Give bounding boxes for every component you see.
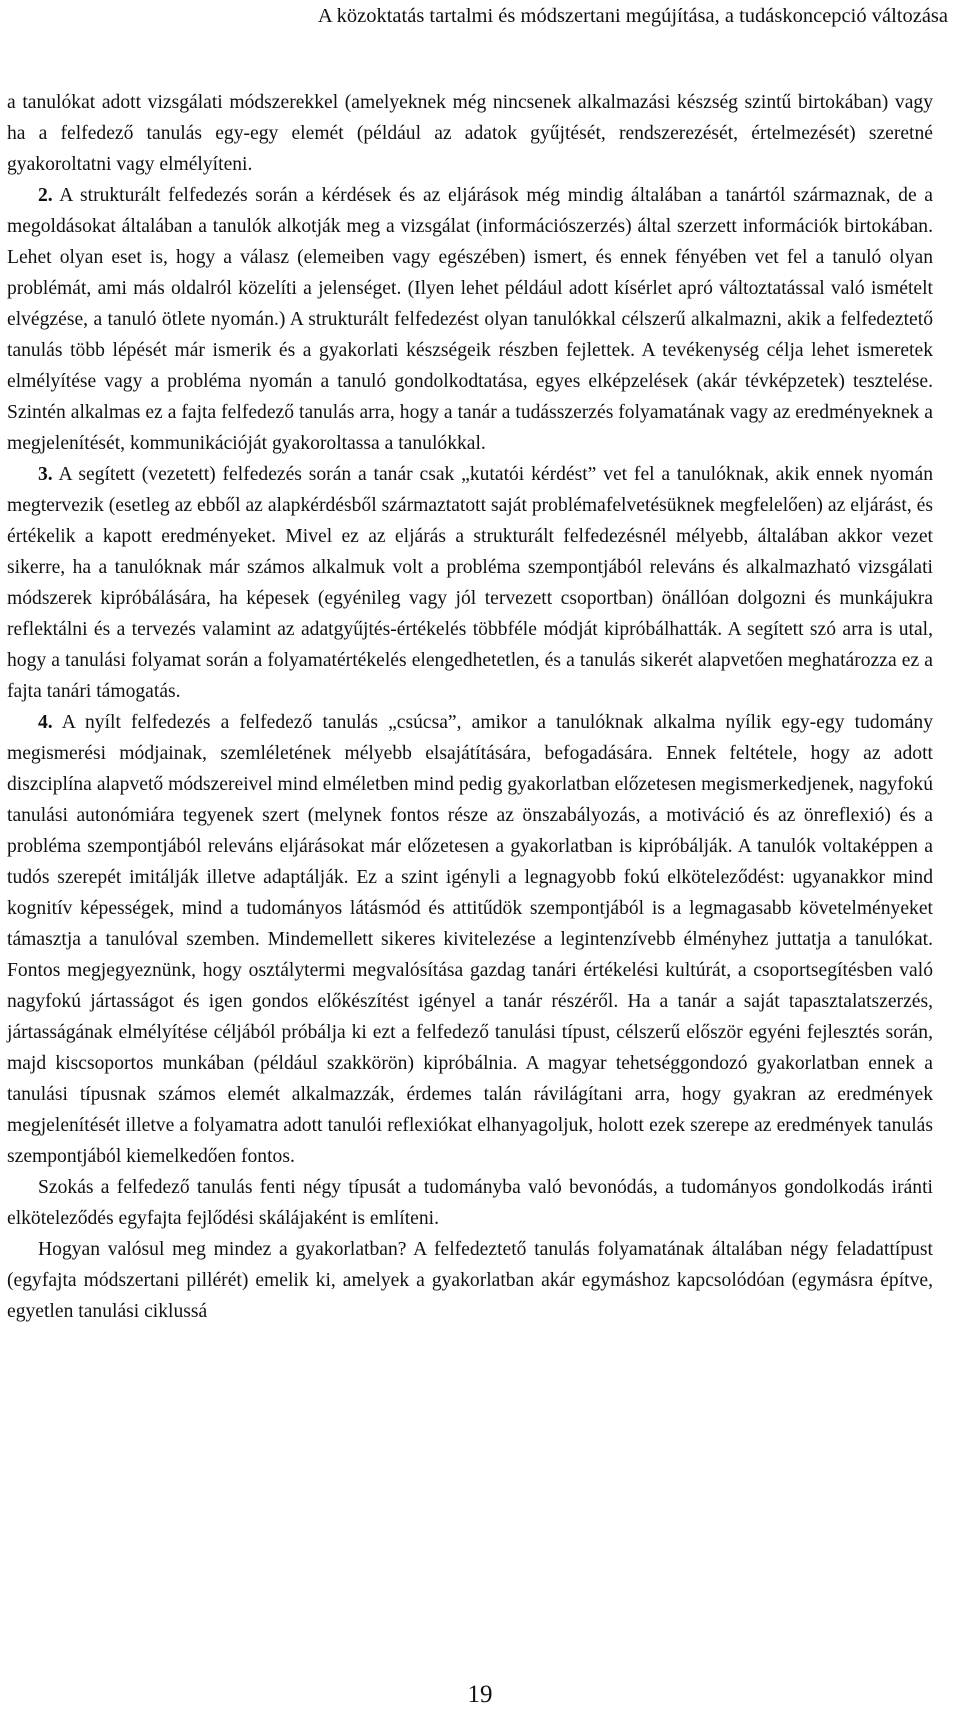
paragraph-text: A segített (vezetett) felfedezés során a tanár csak „kutatói kérdést” vet fel a tanulóknak, akik ennek nyomán megtervezik (esetleg az ebből az alapkérdésből származtatott saját problémafelvetésüknek megfelelően) az eljárást, és értékelik a kapott eredményeket. Mivel ez az eljárás a strukturált felfedezésnél mélyebb, általában akkor vezet sikerre, ha a tanulóknak már számos alkalmuk volt a probléma szempontjából releváns és alkalmazható vizsgálati módszerek kipróbálására, ha képesek (egyénileg vagy jól tervezett csoportban) önállóan dolgozni és munkájukra reflektálni és a tervezés valamint az adatgyűjtés-értékelés többféle módját kipróbálhatták. A segített szó arra is utal, hogy a tanulási folyamat során a folyamatértékelés elengedhetetlen, és a tanulás sikerét alapvetően meghatározza ez a fajta tanári támogatás. [7,464,933,702]
paragraph-text: A nyílt felfedezés a felfedező tanulás „csúcsa”, amikor a tanulóknak alkalma nyílik egy-egy tudomány megismerési módjainak, szemléletének mélyebb elsajátítására, befogadására. Ennek feltétele, hogy az adott diszciplína alapvető módszereivel mind elméletben mind pedig gyakorlatban előzetesen megismerkedjenek, nagyfokú tanulási autonómiára tegyenek szert (melynek fontos része az önszabályozás, a motiváció és az önreflexió) és a probléma szempontjából releváns eljárásokat már előzetesen a gyakorlatban is kipróbálják. A tanulók voltaképpen a tudós szerepét imitálják illetve adaptálják. Ez a szint igényli a legnagyobb fokú elköteleződést: ugyanakkor mind kognitív képességek, mind a tudományos látásmód és attitűdök szempontjából is a legmagasabb követelményeket támasztja a tanulóval szemben. Mindemellett sikeres kivitelezése a legintenzívebb élményhez juttatja a tanulókat. Fontos megjegyeznünk, hogy osztálytermi megvalósítása gazdag tanári értékelési kultúrát, a csoportsegítésben való nagyfokú jártasságot és igen gondos előkészítést igényel a tanár részéről. Ha a tanár a saját tapasztalatszerzés, jártasságának elmélyítése céljából próbálja ki ezt a felfedező tanulási típust, célszerű először egyéni fejlesztés során, majd kiscsoportos munkában (például szakkörön) kipróbálnia. A magyar tehetséggondozó gyakorlatban ennek a tanulási típusnak számos elemét alkalmazzák, érdemes talán rávilágítani arra, hogy gyakran az eredmények megjelenítését illetve a folyamatra adott tanulói reflexiókat elhanyagoljuk, holott ezek szerepe az eredmények tanulás szempontjából kiemelkedően fontos. [7,712,933,1167]
paragraph-text: a tanulókat adott vizsgálati módszerekkel (amelyeknek még nincsenek alkalmazási készség szintű birtokában) vagy ha a felfedező tanulás egy-egy elemét (például az adatok gyűjtését, rendszerezését, értelmezését) szeretné gyakoroltatni vagy elmélyíteni. [7,92,933,175]
page-number: 19 [467,1681,493,1708]
list-number: 3. [38,464,53,485]
list-item-2 [7,180,933,459]
paragraph-text: Hogyan valósul meg mindez a gyakorlatban? A felfedeztető tanulás folyamatának általában négy feladattípust (egyfajta módszertani pillérét) emelik ki, amelyek a gyakorlatban akár egymáshoz kapcsolódóan (egymásra építve, egyetlen tanulási ciklussá [7,1239,933,1322]
running-header: A közoktatás tartalmi és módszertani megújítása, a tudáskoncepció változása [317,5,948,27]
paragraph [7,1172,933,1234]
document-body [7,87,933,1327]
paragraph [7,1234,933,1327]
list-number: 4. [38,712,53,733]
list-item-3 [7,459,933,707]
paragraph-text: A strukturált felfedezés során a kérdések és az eljárások még mindig általában a tanártól származnak, de a megoldásokat általában a tanulók alkotják meg a vizsgálat (információszerzés) által szerzett információk birtokában. Lehet olyan eset is, hogy a válasz (elemeiben vagy egészében) ismert, és ennek fényében vet fel a tanuló olyan problémát, ami más oldalról közelíti a jelenséget. (Ilyen lehet például adott kísérlet apró változtatással való ismételt elvégzése, a tanuló ötlete nyomán.) A strukturált felfedezést olyan tanulókkal célszerű alkalmazni, akik a felfedeztető tanulás több lépését már ismerik és a gyakorlati készségeik részben fejlettek. A tevékenység célja lehet ismeretek elmélyítése vagy a probléma nyomán a tanuló gondolkodtatása, egyes elképzelések (akár tévképzetek) tesztelése. Szintén alkalmas ez a fajta felfedező tanulás arra, hogy a tanár a tudásszerzés folyamatának vagy az eredményeknek a megjelenítését, kommunikációját gyakoroltassa a tanulókkal. [7,185,933,454]
paragraph-text: Szokás a felfedező tanulás fenti négy típusát a tudományba való bevonódás, a tudományos gondolkodás iránti elköteleződés egyfajta fejlődési skálájaként is említeni. [7,1177,933,1229]
paragraph-continuation [7,87,933,180]
list-number: 2. [38,185,53,206]
list-item-4 [7,707,933,1172]
